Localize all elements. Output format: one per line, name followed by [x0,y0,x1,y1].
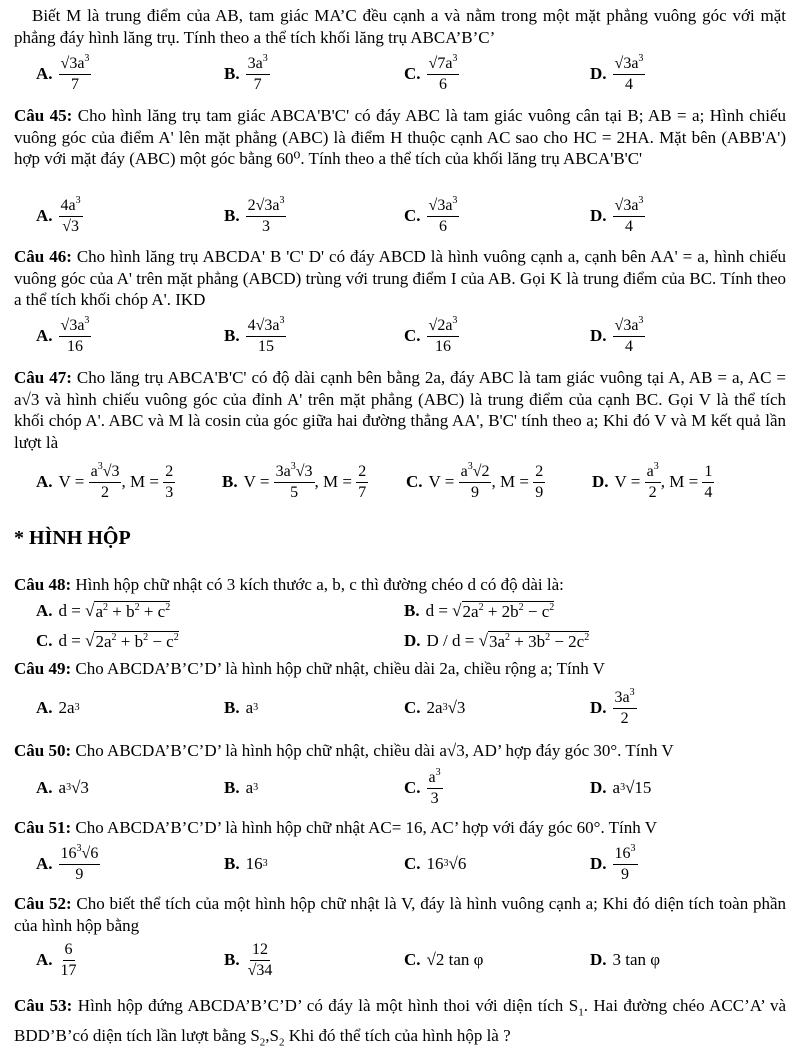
option-b[interactable]: B. 16 3 [224,854,268,873]
option-a[interactable]: A. $\frac{6}{17}$ [36,940,77,979]
option-a[interactable]: A. V = $\frac{a^3√3}{2}$ , M = $\frac{2}{3}$ [36,460,174,501]
question-50-text: Câu 50: Cho ABCDA’B’C’D’ là hình hộp chữ nhật, chiều dài a√3, AD’ hợp đáy góc 30°. Tính V [14,741,674,760]
question-48-options-row1 [14,596,786,626]
option-d[interactable]: D. $\frac{3a^3}{2}$ [590,686,635,727]
option-b[interactable]: B. a 3 [224,698,259,717]
option-a[interactable]: A. a 3 √3 [36,778,89,797]
option-d[interactable]: D. V = $\frac{a^3}{2}$ , M = $\frac{1}{4}$ [592,460,713,501]
option-d[interactable]: D. 3 tan φ [590,950,661,969]
option-a[interactable]: A. 2a 3 [36,698,80,717]
option-a[interactable]: A. $\frac{√3a^3}{7}$ [36,52,90,93]
section-heading: * HÌNH HỘP [14,527,131,549]
question-46-options [14,312,786,360]
option-c[interactable]: C. √2 tan φ [404,950,484,969]
option-b[interactable]: B. $\frac{3a^3}{7}$ [224,52,268,93]
question-49-options [14,684,786,732]
option-b[interactable]: B. $\frac{4√3a^3}{15}$ [224,314,285,355]
option-c[interactable]: C. d = √ $2a^2 + b^2 - c^2$ [36,631,179,651]
question-51-text: Câu 51: Cho ABCDA’B’C’D’ là hình hộp chữ nhật AC= 16, AC’ hợp với đáy góc 60°. Tính V [14,818,657,837]
option-b[interactable]: B. $\frac{12}{√34}$ [224,940,273,979]
question-46-text: Câu 46: Cho hình lăng trụ ABCDA' B 'C' D' có đáy ABCD là hình vuông cạnh a, cạnh bên AA' = a, hình chiếu vuông góc của A' trên mặt phẳng (ABCD) trùng với trung điểm I của AB. Gọi K là trung điểm của BC. Tính theo a thể tích khối chóp A'. IKD [14,247,786,309]
option-a[interactable]: A. $\frac{√3a^3}{16}$ [36,314,90,355]
question-50-options [14,764,786,812]
option-a[interactable]: A. $\frac{16^3√6}{9}$ [36,842,99,883]
option-b[interactable]: B. $\frac{2√3a^3}{3}$ [224,194,285,235]
option-c[interactable]: C. $\frac{√7a^3}{6}$ [404,52,458,93]
option-a[interactable]: A. $\frac{4a^3}{√3}$ [36,194,81,235]
option-d[interactable]: D. a 3 √15 [590,778,652,797]
question-47-options [14,458,786,506]
question-44-options [14,50,786,98]
question-45-options [14,192,786,240]
question-48-text: Câu 48: Hình hộp chữ nhật có 3 kích thước a, b, c thì đường chéo d có độ dài là: [14,575,564,594]
option-b[interactable]: B. V = $\frac{3a^3√3}{5}$ , M = $\frac{2}{7}$ [222,460,367,501]
question-52-text: Câu 52: Cho biết thể tích của một hình hộp chữ nhật là V, đáy là hình vuông cạnh a; Khi đó diện tích toàn phần của hình hộp bằng [14,894,786,935]
option-a[interactable]: A. d = √ $a^2 + b^2 + c^2$ [36,601,171,621]
question-48-options-row2 [14,626,786,656]
option-c[interactable]: C. 2a 3 √3 [404,698,466,717]
question-47-text: Câu 47: Cho lăng trụ ABCA'B'C' có độ dài cạnh bên bằng 2a, đáy ABC là tam giác vuông tại A, AB = a, AC = a√3 và hình chiếu vuông góc của đỉnh A' trên mặt phẳng (ABC) là trung điểm của cạnh BC. Gọi V là thể tích khối chóp A'. ABC và M là cosin của góc giữa hai đường thẳng AA', B'C' tính theo a; Khi đó V và M kết quả lần lượt là [14,368,786,452]
option-d[interactable]: D. $\frac{√3a^3}{4}$ [590,314,644,355]
question-49-text: Câu 49: Cho ABCDA’B’C’D’ là hình hộp chữ nhật, chiều dài 2a, chiều rộng a; Tính V [14,659,605,678]
option-b[interactable]: B. d = √ $2a^2 + 2b^2 - c^2$ [404,601,555,621]
question-45-text: Câu 45: Cho hình lăng trụ tam giác ABCA'B'C' có đáy ABC là tam giác vuông cân tại B; AB = a; Hình chiếu vuông góc của điểm A' lên mặt phẳng (ABC) là điểm H thuộc cạnh AC sao cho HC = 2HA. Mặt bên (ABB'A') hợp với mặt đáy (ABC) một góc bằng 60⁰. Tính theo a thể tích của khối lăng trụ ABCA'B'C' [14,106,786,168]
question-52-options [14,936,786,984]
option-d[interactable]: D. $\frac{√3a^3}{4}$ [590,194,644,235]
question-44-text: Biết M là trung điểm của AB, tam giác MA’C đều cạnh a và nằm trong một mặt phẳng vuông góc với mặt phẳng đáy hình lăng trụ. Tính theo a thể tích khối lăng trụ ABCA’B’C’ [14,6,786,47]
option-c[interactable]: C. 16 3 √6 [404,854,467,873]
option-d[interactable]: D. D / d = √ $3a^2 + 3b^2 - 2c^2$ [404,631,590,651]
option-c[interactable]: C. $\frac{√3a^3}{6}$ [404,194,458,235]
option-c[interactable]: C. $\frac{√2a^3}{16}$ [404,314,458,355]
option-b[interactable]: B. a 3 [224,778,259,797]
question-53-text: Câu 53: Hình hộp đứng ABCDA’B’C’D’ có đáy là một hình thoi với diện tích $S_1$. Hai đường chéo ACC’A’ và BDD’B’có diện tích lần lượt bằng $S_2,S_2$ Khi đó thể tích của hình hộp là ? [14,996,787,1049]
option-d[interactable]: D. $\frac{16^3}{9}$ [590,842,636,883]
option-c[interactable]: C. $\frac{a^3}{3}$ [404,766,441,807]
question-51-options [14,840,786,888]
option-c[interactable]: C. V = $\frac{a^3√2}{9}$ , M = $\frac{2}{9}$ [406,460,544,501]
option-d[interactable]: D. $\frac{√3a^3}{4}$ [590,52,644,93]
